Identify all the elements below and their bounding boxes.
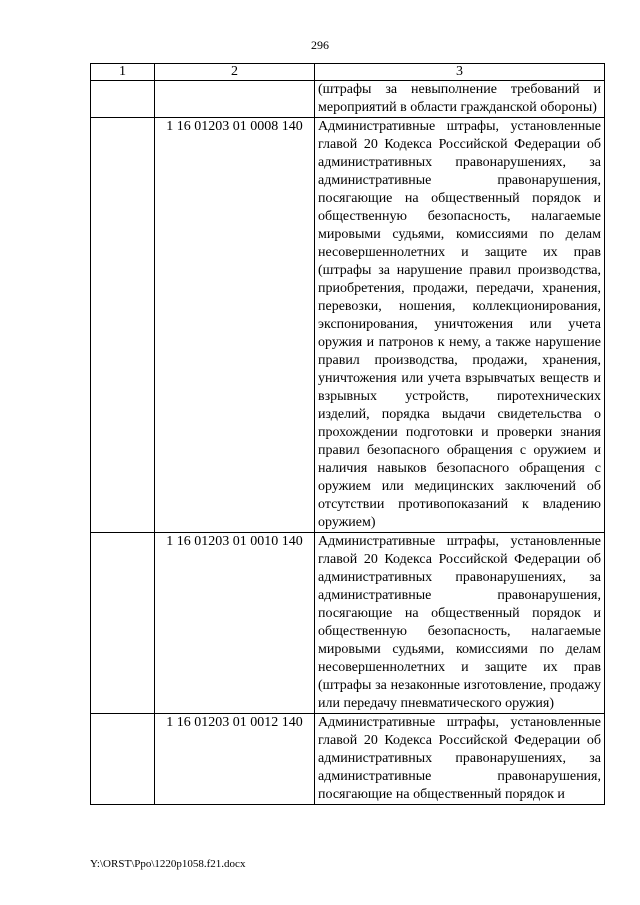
row-cell-col1 [91,118,155,533]
description-cell: Административные штрафы, установленные главой 20 Кодекса Российской Федерации об административных правонарушениях, за административные правонарушения, посягающие на общественный порядок и [315,714,605,805]
table-row [91,533,605,714]
row-cell-col1 [91,533,155,714]
description-cell: Административные штрафы, установленные главой 20 Кодекса Российской Федерации об административных правонарушениях, за административные правонарушения, посягающие на общественный порядок и общественную безопасность, налагаемые мировыми судьями, комиссиями по делам несовершеннолетних и защите их прав (штрафы за незаконные изготовление, продажу или передачу пневматического оружия) [315,533,605,714]
page-number: 296 [311,38,329,52]
table-row [91,118,605,533]
revenue-code-cell: 1 16 01203 01 0012 140 [155,714,315,805]
description-cell: Административные штрафы, установленные главой 20 Кодекса Российской Федерации об административных правонарушениях, за административные правонарушения, посягающие на общественный порядок и общественную безопасность, налагаемые мировыми судьями, комиссиями по делам несовершеннолетних и защите их прав (штрафы за нарушение правил производства, приобретения, продажи, передачи, хранения, перевозки, ношения, коллекционирования, экспонирования, уничтожения или учета оружия и патронов к нему, а также нарушение правил производства, продажи, хранения, уничтожения или учета взрывчатых веществ и взрывных устройств, пиротехнических изделий, порядка выдачи свидетельства о прохождении подготовки и проверки знания правил безопасного обращения с оружием и наличия навыков безопасного обращения с оружием или медицинских заключений об отсутствии противопоказаний к владению оружием) [315,118,605,533]
table-row [91,714,605,805]
column-header-3: 3 [315,64,605,81]
classification-table [90,63,605,805]
revenue-code-cell: 1 16 01203 01 0008 140 [155,118,315,533]
row-cell-col1 [91,714,155,805]
revenue-code-cell [155,81,315,118]
row-cell-col1 [91,81,155,118]
table-row [91,81,605,118]
description-cell: (штрафы за невыполнение требований и мероприятий в области гражданской обороны) [315,81,605,118]
table-header-row [91,64,605,81]
file-path-footer: Y:\ORST\Ppo\1220p1058.f21.docx [90,858,246,870]
revenue-code-cell: 1 16 01203 01 0010 140 [155,533,315,714]
column-header-1: 1 [91,64,155,81]
column-header-2: 2 [155,64,315,81]
